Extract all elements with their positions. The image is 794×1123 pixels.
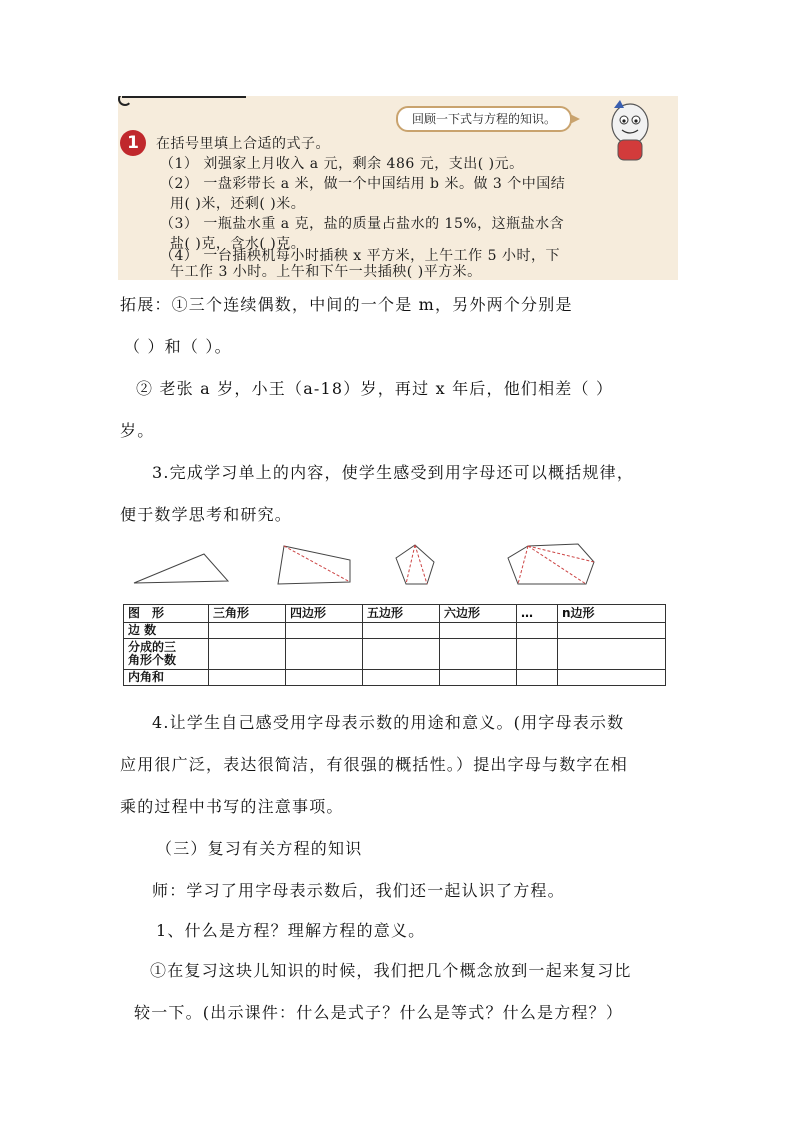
section-heading-3: （三）复习有关方程的知识	[156, 839, 363, 858]
table-cell-empty	[558, 639, 666, 669]
clip-line: 在括号里填上合适的式子。	[156, 136, 330, 152]
table-cell-empty	[363, 639, 440, 669]
table-cell-empty	[440, 669, 517, 685]
table-cell-empty	[517, 669, 558, 685]
item-3-line2: 便于数学思考和研究。	[120, 505, 293, 524]
table-header-cell: n边形	[558, 605, 666, 623]
table-cell-empty	[558, 669, 666, 685]
hexagon-shape	[508, 544, 594, 584]
extension-2-end: 岁。	[120, 421, 155, 440]
table-header-cell: 五边形	[363, 605, 440, 623]
table-cell-empty	[558, 623, 666, 639]
table-cell-empty	[440, 639, 517, 669]
clip-line: （1） 刘强家上月收入 a 元，剩余 486 元，支出( )元。	[160, 156, 524, 172]
question-1-detail-line2: 较一下。(出示课件：什么是式子？什么是等式？什么是方程？）	[134, 1003, 624, 1022]
clip-top-rule	[122, 96, 246, 98]
clip-line: 午工作 3 小时。上午和下午一共插秧( )平方米。	[170, 264, 482, 280]
textbook-excerpt	[118, 96, 678, 280]
polygon-angle-table	[123, 604, 666, 686]
table-row-label: 边 数	[124, 623, 209, 639]
mascot-illustration	[604, 98, 656, 164]
question-1-detail-line1: ①在复习这块儿知识的时候，我们把几个概念放到一起来复习比	[150, 961, 632, 980]
teacher-line: 师：学习了用字母表示数后，我们还一起认识了方程。	[152, 881, 565, 900]
item-4-line3: 乘的过程中书写的注意事项。	[120, 797, 344, 816]
clip-line: （3） 一瓶盐水重 a 克，盐的质量占盐水的 15%，这瓶盐水含	[160, 216, 565, 232]
table-cell-empty	[286, 623, 363, 639]
extension-1-blanks: （ ）和（ ）。	[124, 337, 232, 356]
extension-2: ② 老张 a 岁，小王（a-18）岁，再过 x 年后，他们相差（ ）	[136, 379, 614, 398]
item-4-line2: 应用很广泛，表达很简洁，有很强的概括性。）提出字母与数字在相	[120, 755, 629, 774]
item-3-line1: 3.完成学习单上的内容，使学生感受到用字母还可以概括规律，	[152, 463, 635, 482]
clip-line: 用( )米，还剩( )米。	[170, 196, 306, 212]
table-row-label: 内角和	[124, 669, 209, 685]
triangle-shape	[134, 554, 228, 583]
clip-line: （2） 一盘彩带长 a 米，做一个中国结用 b 米。做 3 个中国结	[160, 176, 566, 192]
item-4-line1: 4.让学生自己感受用字母表示数的用途和意义。(用字母表示数	[152, 713, 625, 732]
exercise-number-badge: 1	[120, 130, 146, 156]
table-header-row	[124, 605, 666, 623]
table-row	[124, 639, 666, 669]
table-row-label-line: 分成的三	[128, 640, 177, 655]
table-row-label	[124, 639, 209, 669]
extension-1: 拓展：①三个连续偶数，中间的一个是 m，另外两个分别是	[120, 295, 573, 314]
question-1: 1、什么是方程？理解方程的意义。	[156, 921, 426, 940]
table-cell-empty	[363, 623, 440, 639]
table-cell-empty	[209, 639, 286, 669]
table-header-cell: 三角形	[209, 605, 286, 623]
clip-line: 盐( )克，含水( )克。	[170, 236, 306, 252]
table-cell-empty	[440, 623, 517, 639]
table-header-cell: 图 形	[124, 605, 209, 623]
table-header-cell: …	[517, 605, 558, 623]
table-row	[124, 669, 666, 685]
table-cell-empty	[517, 623, 558, 639]
table-header-cell: 四边形	[286, 605, 363, 623]
pentagon-shape	[396, 545, 434, 584]
speech-bubble: 回顾一下式与方程的知识。	[396, 106, 572, 132]
polygons-illustration	[130, 540, 600, 588]
clip-line: （4） 一台插秧机每小时插秧 x 平方米，上午工作 5 小时，下	[160, 248, 560, 264]
table-cell-empty	[209, 623, 286, 639]
table-cell-empty	[286, 669, 363, 685]
table-cell-empty	[209, 669, 286, 685]
table-row-label-line: 角形个数	[128, 653, 177, 668]
table-cell-empty	[517, 639, 558, 669]
table-header-cell: 六边形	[440, 605, 517, 623]
table-cell-empty	[363, 669, 440, 685]
table-cell-empty	[286, 639, 363, 669]
quadrilateral-shape	[278, 546, 350, 584]
table-row	[124, 623, 666, 639]
